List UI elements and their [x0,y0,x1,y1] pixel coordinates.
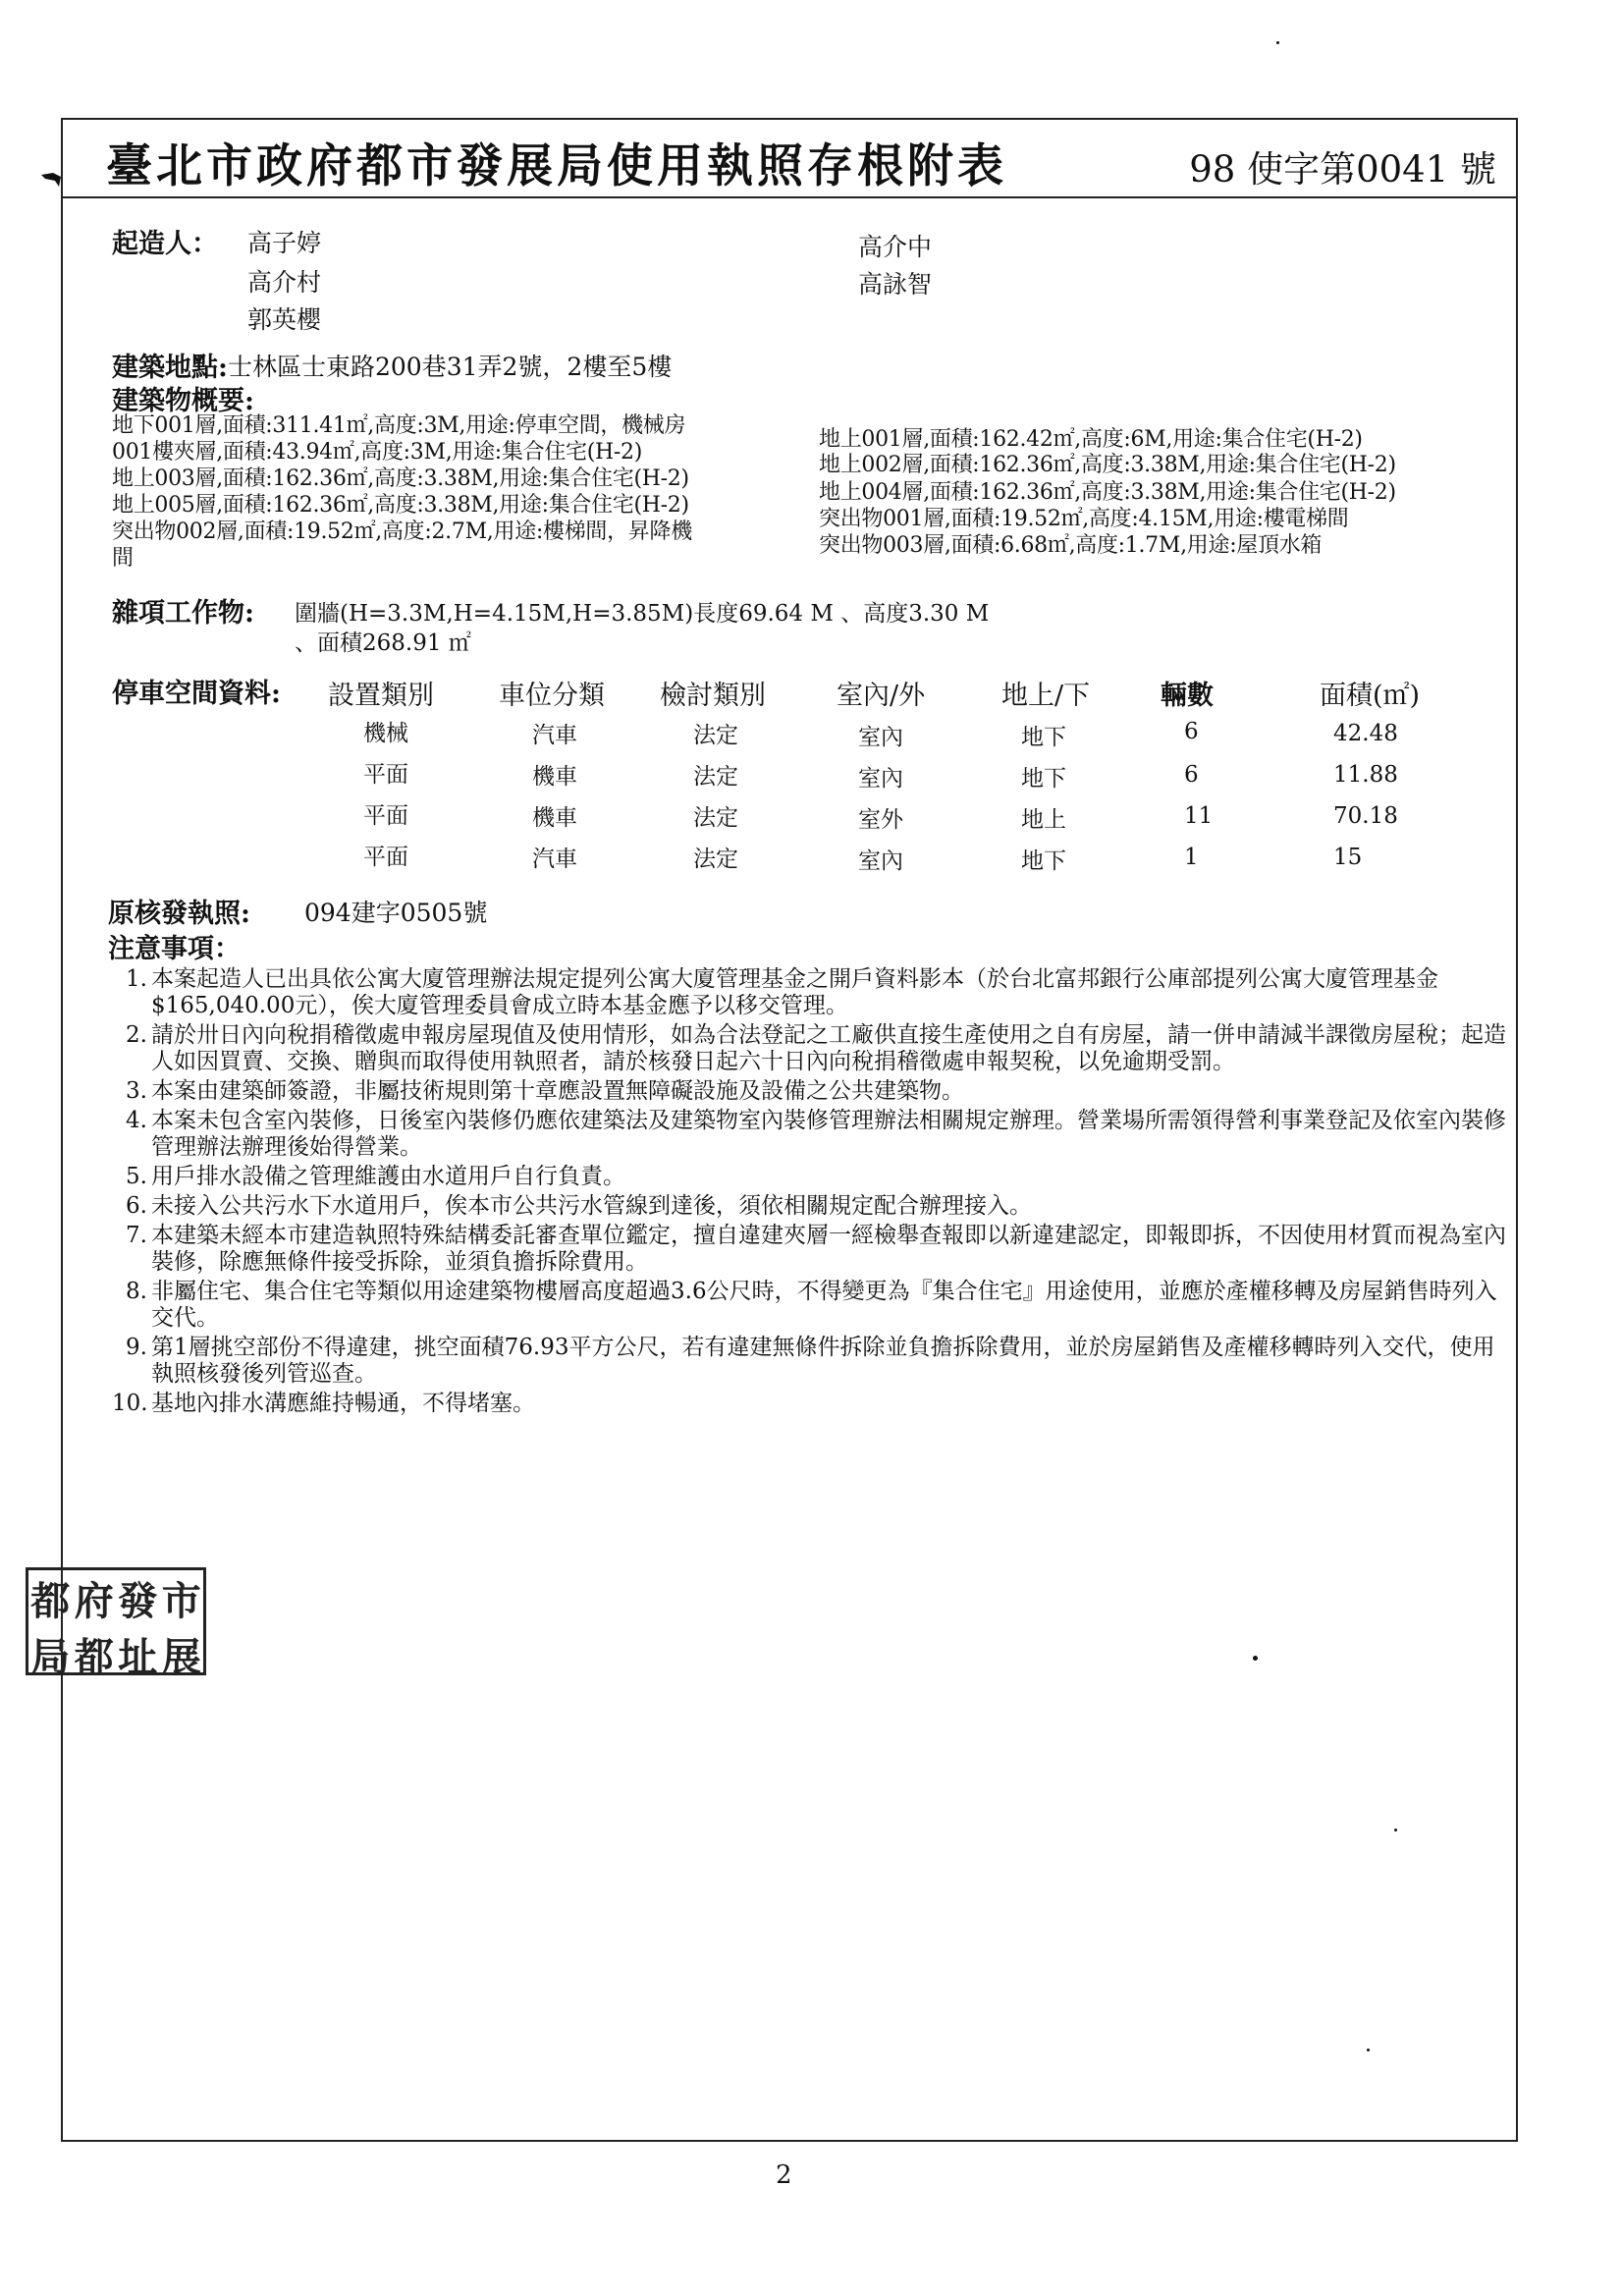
parking-cell: 機車 [532,805,577,831]
note-item [112,1108,1506,1161]
parking-cell: 室內 [858,725,903,750]
parking-header: 地上/下 [1001,681,1091,711]
applicant-name: 郭英櫻 [247,305,322,334]
license-number: 98 使字第0041 號 [1189,148,1496,191]
note-text: 本案由建築師簽證，非屬技術規則第十章應設置無障礙設施及設備之公共建築物。 [151,1078,964,1104]
note-text: 請於卅日內向稅捐稽徵處申報房屋現值及使用情形，如為合法登記之工廠供直接生產使用之自有房屋，請一併申請減半課徵房屋稅；起造人如因買賣、交換、贈與而取得使用執照者，請於核發日起六十日內向稅捐稽徵處申報契稅，以免逾期受罰。 [151,1022,1506,1074]
note-text: 本案起造人已出具依公寓大廈管理辦法規定提列公寓大廈管理基金之開戶資料影本（於台北富邦銀行公庫部提列公寓大廈管理基金$165,040.00元），俟大廈管理委員會成立時本基金應予以移交管理。 [151,966,1438,1018]
note-text: 本建築未經本市建造執照特殊結構委託審查單位鑑定，擅自違建夾層一經檢舉查報即以新違建認定，即報即拆，不因使用材質而視為室內裝修，除應無條件接受拆除，並須負擔拆除費用。 [151,1223,1506,1275]
note-item [112,1022,1506,1075]
seal-char: 市 [161,1578,201,1624]
parking-cell: 42.48 [1333,721,1398,746]
parking-cell: 1 [1184,845,1199,870]
misc-works-label: 雜項工作物: [112,598,254,629]
parking-cell: 6 [1184,719,1199,744]
note-item [112,966,1506,1019]
note-item [112,1391,1506,1417]
parking-cell: 地下 [1021,848,1066,874]
parking-cell: 室內 [858,848,903,874]
summary-line: 地上004層,面積:162.36㎡,高度:3.38M,用途:集合住宅(H-2) [819,480,1396,505]
note-item [112,1223,1506,1276]
note-number: 9. [126,1335,147,1360]
seal-char: 局 [30,1634,71,1680]
note-text: 基地內排水溝應維持暢通，不得堵塞。 [151,1391,535,1416]
parking-label: 停車空間資料: [112,679,281,709]
parking-cell: 法定 [693,805,738,831]
parking-cell: 11.88 [1333,762,1398,788]
parking-cell: 6 [1184,762,1199,788]
notes-label: 注意事項： [108,934,241,964]
summary-line: 突出物003層,面積:6.68㎡,高度:1.7M,用途:屋頂水箱 [819,533,1323,558]
parking-cell: 平面 [363,762,408,788]
note-number: 1. [126,966,147,992]
parking-cell: 機車 [532,764,577,790]
summary-line: 001樓夾層,面積:43.94㎡,高度:3M,用途:集合住宅(H-2) [112,440,642,465]
parking-cell: 室外 [858,807,903,833]
summary-line: 突出物002層,面積:19.52㎡,高度:2.7M,用途:樓梯間，昇降機 [112,519,692,544]
note-number: 3. [126,1078,147,1104]
parking-header: 室內/外 [837,681,926,711]
summary-line: 間 [112,546,134,571]
applicants-label: 起造人： [112,229,218,259]
note-item [112,1193,1506,1220]
parking-cell: 11 [1184,803,1214,829]
note-item [112,1164,1506,1190]
note-text: 用戶排水設備之管理維護由水道用戶自行負責。 [151,1164,625,1189]
seal-char: 址 [118,1634,158,1680]
parking-header: 面積(㎡) [1320,681,1421,711]
seal-char: 發 [118,1578,158,1624]
applicant-name: 高介中 [858,233,933,261]
parking-cell: 地上 [1021,807,1066,833]
parking-header: 輛數 [1161,681,1214,711]
summary-line: 地上002層,面積:162.36㎡,高度:3.38M,用途:集合住宅(H-2) [819,453,1396,477]
note-text: 第1層挑空部份不得違建，挑空面積76.93平方公尺，若有違建無條件拆除並負擔拆除費用，並於房屋銷售及產權移轉時列入交代，使用執照核發後列管巡查。 [151,1335,1495,1387]
note-item [112,1335,1506,1388]
parking-cell: 法定 [693,723,738,748]
original-permit-label: 原核發執照: [108,899,250,929]
summary-line: 地下001層,面積:311.41㎡,高度:3M,用途:停車空間，機械房 [112,413,686,438]
applicant-name: 高介村 [247,268,322,297]
note-number: 6. [126,1193,147,1219]
speck [1276,41,1279,44]
parking-cell: 平面 [363,845,408,870]
parking-cell: 機械 [363,721,408,746]
misc-works-line: 、面積268.91 ㎡ [295,630,471,656]
parking-cell: 法定 [693,847,738,872]
original-permit-value: 094建字0505號 [304,899,488,927]
summary-line: 地上003層,面積:162.36㎡,高度:3.38M,用途:集合住宅(H-2) [112,466,689,491]
page-title: 臺北市政府都市發展局使用執照存根附表 [106,139,1007,193]
notes-list [112,966,1506,1420]
parking-header: 車位分類 [499,681,605,711]
note-item [112,1078,1506,1105]
parking-header: 設置類別 [328,681,434,711]
summary-line: 地上001層,面積:162.42㎡,高度:6M,用途:集合住宅(H-2) [819,427,1363,452]
misc-works-line: 圍牆(H=3.3M,H=4.15M,H=3.85M)長度69.64 M 、高度3.30 M [295,601,990,627]
note-number: 4. [126,1108,147,1133]
note-item [112,1279,1506,1332]
summary-line: 地上005層,面積:162.36㎡,高度:3.38M,用途:集合住宅(H-2) [112,493,689,518]
official-seal-stamp [26,1567,206,1680]
parking-cell: 汽車 [532,847,577,872]
parking-cell: 法定 [693,764,738,790]
seal-char: 府 [74,1578,114,1624]
note-text: 未接入公共污水下水道用戶，俟本市公共污水管線到達後，須依相關規定配合辦理接入。 [151,1193,1032,1219]
note-number: 7. [126,1223,147,1248]
parking-cell: 地下 [1021,766,1066,792]
summary-line: 突出物001層,面積:19.52㎡,高度:4.15M,用途:樓電梯間 [819,507,1349,531]
parking-cell: 平面 [363,803,408,829]
applicant-name: 高子婷 [247,229,322,257]
seal-char: 都 [30,1578,71,1624]
note-number: 8. [126,1279,147,1304]
summary-label: 建築物概要: [112,386,254,416]
site-address: 士林區士東路200巷31弄2號，2樓至5樓 [228,353,673,381]
document-frame [61,118,1518,2142]
note-number: 2. [126,1022,147,1048]
note-text: 本案未包含室內裝修，日後室內裝修仍應依建築法及建築物室內裝修管理辦法相關規定辦理。營業場所需領得營利事業登記及依室內裝修管理辦法辦理後始得營業。 [151,1108,1506,1160]
parking-header: 檢討類別 [660,681,766,711]
parking-cell: 室內 [858,766,903,792]
applicant-name: 高詠智 [858,270,933,299]
note-text: 非屬住宅、集合住宅等類似用途建築物樓層高度超過3.6公尺時，不得變更為『集合住宅』用途使用，並應於產權移轉及房屋銷售時列入交代。 [151,1279,1497,1331]
note-number: 5. [126,1164,147,1189]
seal-char: 都 [74,1634,114,1680]
seal-char: 展 [161,1634,201,1680]
site-label: 建築地點: [112,353,228,383]
page-number: 2 [776,2160,792,2190]
parking-cell: 15 [1333,845,1363,870]
parking-cell: 地下 [1021,725,1066,750]
parking-cell: 70.18 [1333,803,1398,829]
parking-cell: 汽車 [532,723,577,748]
title-row [63,120,1516,198]
note-number: 10. [112,1391,148,1416]
